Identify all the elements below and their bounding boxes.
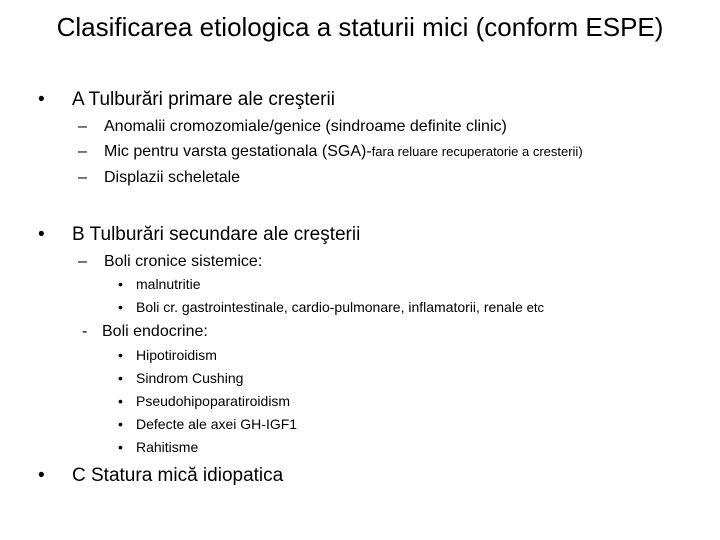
endocrine-item-2-marker: • bbox=[118, 370, 123, 386]
section-a-item-3: Displazii scheletale bbox=[104, 169, 241, 186]
section-a-item-2-text: Mic pentru varsta gestationala (SGA)- bbox=[104, 143, 372, 160]
chronic-item-2 bbox=[136, 299, 544, 315]
endocrine-item-3-marker: • bbox=[118, 393, 123, 409]
section-a-heading: A Tulburări primare ale creşterii bbox=[72, 89, 335, 110]
endocrine-item-2: Sindrom Cushing bbox=[136, 370, 244, 386]
endocrine-item-5: Rahitisme bbox=[136, 439, 199, 455]
chronic-item-1-marker: • bbox=[118, 276, 123, 292]
section-a-item-1: Anomalii cromozomiale/genice (sindroame definite clinic) bbox=[104, 118, 507, 135]
section-a-bullet: • bbox=[38, 89, 45, 110]
chronic-diseases-label: Boli cronice sistemice: bbox=[104, 253, 263, 270]
chronic-item-1: malnutritie bbox=[136, 276, 201, 292]
section-a-item-2-marker: – bbox=[78, 143, 87, 160]
section-b-bullet: • bbox=[38, 224, 45, 245]
chronic-diseases-marker: – bbox=[78, 253, 87, 270]
section-a-item-3-marker: – bbox=[78, 169, 87, 186]
endocrine-item-3: Pseudohipoparatiroidism bbox=[136, 393, 291, 409]
section-c-bullet: • bbox=[38, 465, 45, 486]
section-c-heading: C Statura mică idiopatica bbox=[72, 465, 284, 486]
chronic-item-2-note: etc bbox=[526, 300, 544, 315]
chronic-item-2-text: Boli cr. gastrointestinale, cardio-pulmonare, inflamatorii, renale bbox=[136, 299, 523, 315]
section-a-item-2-note: fara reluare recuperatorie a cresterii) bbox=[371, 144, 583, 159]
section-a-item-1-marker: – bbox=[78, 118, 87, 135]
section-a-item-2 bbox=[104, 143, 583, 161]
slide-title: Clasificarea etiologica a staturii mici (conform ESPE) bbox=[56, 12, 664, 42]
endocrine-diseases-marker: - bbox=[82, 323, 88, 340]
chronic-item-2-marker: • bbox=[118, 299, 123, 315]
endocrine-item-4-marker: • bbox=[118, 416, 123, 432]
endocrine-item-5-marker: • bbox=[118, 439, 123, 455]
endocrine-item-1-marker: • bbox=[118, 347, 123, 363]
section-b-heading: B Tulburări secundare ale creşterii bbox=[72, 224, 361, 245]
endocrine-item-4: Defecte ale axei GH-IGF1 bbox=[136, 416, 298, 432]
endocrine-diseases-label: Boli endocrine: bbox=[102, 323, 208, 340]
endocrine-item-1: Hipotiroidism bbox=[136, 347, 217, 363]
